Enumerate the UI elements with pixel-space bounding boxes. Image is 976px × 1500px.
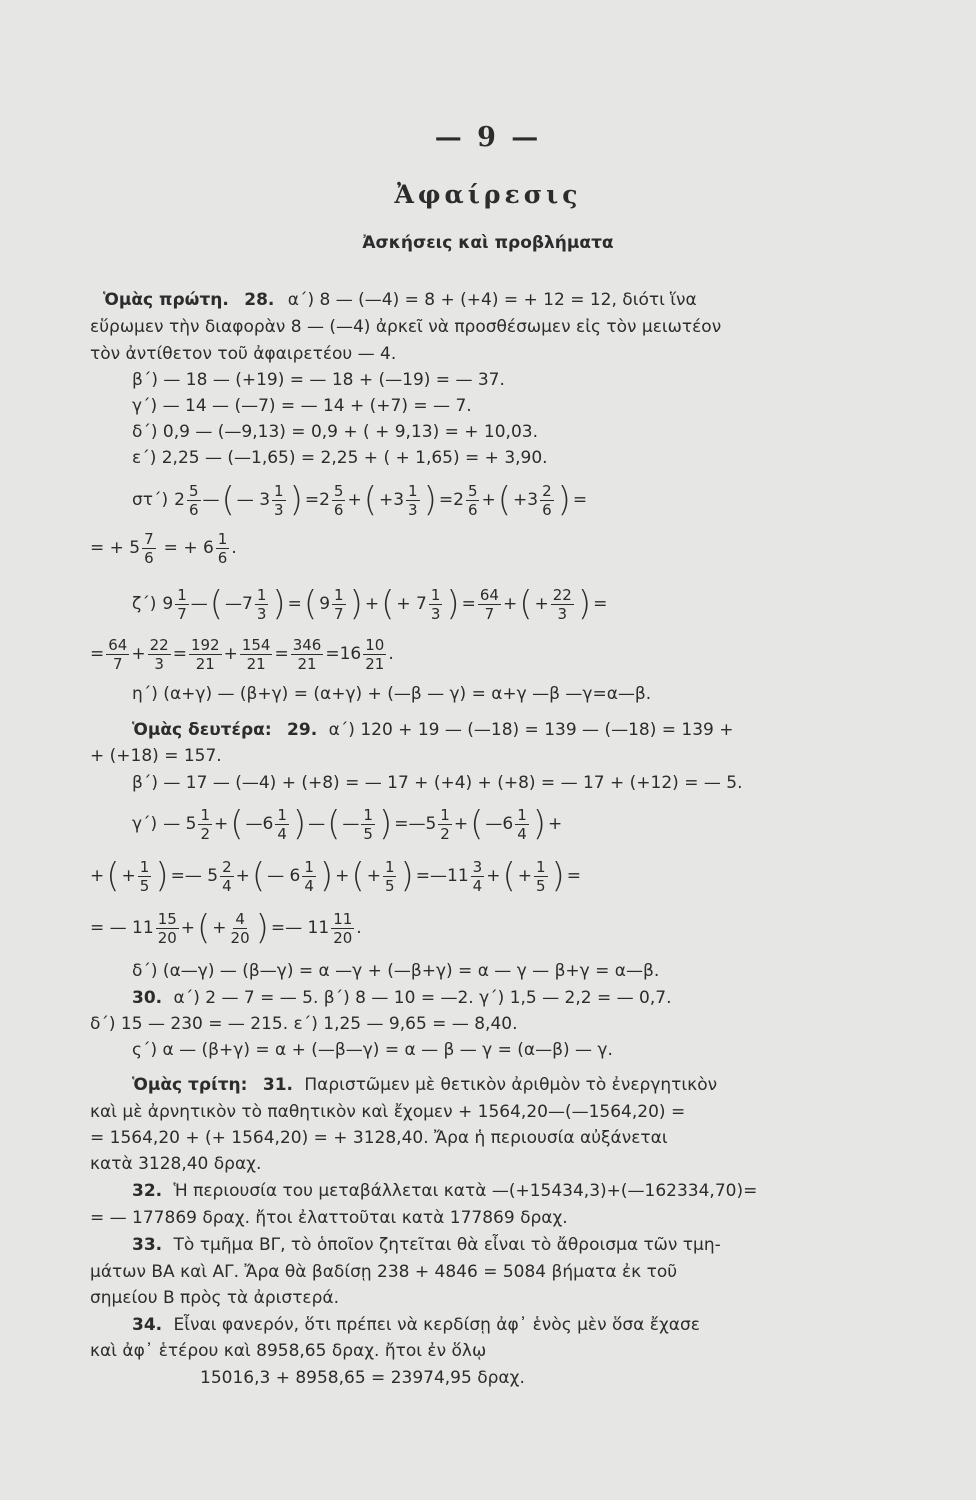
denominator: 3 xyxy=(557,604,568,623)
text-line: 15016,3 + 8958,65 = 23974,95 δραχ. xyxy=(200,1368,525,1388)
whole-number: 9 xyxy=(319,594,331,614)
operator: = xyxy=(287,594,302,614)
text-line: καὶ ἀφ᾽ ἑτέρου καὶ 8958,65 δραχ. ἤτοι ἐν ὅλῳ xyxy=(90,1341,487,1361)
text-line xyxy=(0,289,976,311)
numerator: 1 xyxy=(517,805,527,824)
operator: = xyxy=(172,644,187,664)
numerator: 4 xyxy=(235,909,245,928)
text-line: β΄) — 18 — (+19) = — 18 + (—19) = — 37. xyxy=(132,370,505,390)
denominator: 4 xyxy=(304,876,314,895)
denominator: 20 xyxy=(230,928,250,947)
fraction xyxy=(291,636,324,673)
paren-close: ) xyxy=(378,804,393,844)
math-line xyxy=(0,800,976,848)
denominator: 3 xyxy=(430,604,441,623)
fraction xyxy=(383,858,397,895)
whole-number: +3 xyxy=(513,490,539,510)
fraction xyxy=(142,530,156,567)
section-subtitle: Ἀσκήσεις καὶ προβλήματα xyxy=(362,233,614,253)
text-line: καὶ μὲ ἀρνητικὸν τὸ παθητικὸν καὶ ἔχομεν + 1564,20—(—1564,20) = xyxy=(90,1102,686,1122)
numerator: 1 xyxy=(177,585,187,604)
fraction xyxy=(363,636,386,673)
numerator: 1 xyxy=(408,481,418,500)
item-label: γ΄) xyxy=(132,814,158,834)
text-line: = 1564,20 + (+ 1564,20) = + 3128,40. Ἄρα ἡ περιουσία αὐξάνεται xyxy=(90,1128,668,1148)
fraction xyxy=(148,636,171,673)
fraction xyxy=(240,636,273,673)
numerator: 1 xyxy=(440,805,450,824)
denominator: 7 xyxy=(334,604,344,623)
numerator: 7 xyxy=(144,529,154,548)
denominator: 3 xyxy=(154,654,164,673)
exercise-number: 31. xyxy=(262,1075,293,1095)
operator: — xyxy=(202,490,220,510)
numerator: 3 xyxy=(472,857,483,876)
item-label: ζ΄) xyxy=(132,594,157,614)
text-line: κατὰ 3128,40 δραχ. xyxy=(90,1154,262,1174)
operator: = xyxy=(90,644,105,664)
whole-number: 16 xyxy=(339,644,362,664)
denominator: 7 xyxy=(113,654,123,673)
numerator: 1 xyxy=(256,585,267,604)
denominator: 20 xyxy=(157,928,177,947)
operator: = xyxy=(438,490,454,510)
operator: — xyxy=(308,814,326,834)
paren-close: ) xyxy=(532,804,546,844)
paren-open: ( xyxy=(363,480,377,520)
text-line xyxy=(0,1074,976,1096)
fraction xyxy=(361,806,375,843)
operator: = xyxy=(274,644,289,664)
operator: = xyxy=(304,490,320,510)
numerator: 64 xyxy=(108,635,128,654)
operator: = xyxy=(572,490,588,510)
whole-number: + xyxy=(121,866,136,886)
whole-number: = + 6 xyxy=(163,538,214,558)
numerator: 154 xyxy=(241,635,271,654)
text-line xyxy=(0,1180,976,1202)
math-line: = + 5 $\frac{7}{6}$ = + 6 $\frac{1}{6}$ . xyxy=(90,529,237,567)
whole-number: 9 xyxy=(162,594,174,614)
denominator: 4 xyxy=(277,824,287,843)
operator: = xyxy=(415,866,430,886)
numerator: 1 xyxy=(363,805,373,824)
numerator: 1 xyxy=(535,857,546,876)
text-line xyxy=(0,987,976,1009)
numerator: 22 xyxy=(149,635,169,654)
denominator: 2 xyxy=(200,824,210,843)
denominator: 5 xyxy=(384,876,395,895)
denominator: 4 xyxy=(517,824,527,843)
section-title: Ἀφαίρεσις xyxy=(394,180,582,209)
paren-open: ( xyxy=(221,480,235,520)
whole-number: — 6 xyxy=(267,866,301,886)
operator: = xyxy=(170,866,185,886)
numerator: 5 xyxy=(333,481,344,500)
whole-number: —6 xyxy=(245,814,274,834)
paren-open: ( xyxy=(197,908,211,948)
exercise-number: 28. xyxy=(244,290,275,310)
paren-close: ) xyxy=(155,856,169,896)
text-line: = — 177869 δραχ. ἤτοι ἐλαττοῦται κατὰ 177869 δραχ. xyxy=(90,1208,568,1228)
denominator: 20 xyxy=(333,928,353,947)
numerator: 15 xyxy=(157,909,177,928)
fraction xyxy=(175,586,189,623)
exercise-number: 33. xyxy=(132,1235,163,1255)
numerator: 64 xyxy=(479,585,499,604)
text-line: γ΄) — 14 — (—7) = — 14 + (+7) = — 7. xyxy=(132,396,472,416)
paren-open: ( xyxy=(209,584,224,624)
whole-number: — 11 xyxy=(285,918,330,938)
fraction xyxy=(138,858,152,895)
fraction xyxy=(255,586,269,623)
paren-open: ( xyxy=(502,856,516,896)
whole-number: — 5 xyxy=(184,866,219,886)
denominator: 4 xyxy=(472,876,483,895)
text-line xyxy=(0,1234,976,1256)
text-line xyxy=(0,719,976,741)
fraction xyxy=(466,482,480,519)
paren-close: ) xyxy=(551,856,565,896)
whole-number: + xyxy=(212,918,227,938)
paren-open: ( xyxy=(327,804,341,844)
fraction xyxy=(302,858,316,895)
operator: + xyxy=(453,814,469,834)
whole-number: = + 5 xyxy=(90,538,141,558)
paren-close: ) xyxy=(446,584,460,624)
line-text: Ἡ περιουσία του μεταβάλλεται κατὰ —(+15434,3)+(—162334,70)= xyxy=(173,1181,758,1201)
numerator: 1 xyxy=(384,857,395,876)
numerator: 1 xyxy=(274,481,284,500)
whole-number: 2 xyxy=(453,490,464,510)
text-line: δ΄) (α—γ) — (β—γ) = α —γ + (—β+γ) = α — γ — β+γ = α—β. xyxy=(132,961,660,981)
paren-close: ) xyxy=(557,480,571,520)
text-line: μάτων ΒΑ καὶ ΑΓ. Ἄρα θὰ βαδίσῃ 238 + 4846 = 5084 βήματα ἐκ τοῦ xyxy=(90,1262,678,1282)
paren-close: ) xyxy=(292,804,307,844)
operator: + xyxy=(235,866,250,886)
paren-open: ( xyxy=(381,584,395,624)
paren-close: ) xyxy=(289,480,303,520)
numerator: 346 xyxy=(292,635,322,654)
numerator: 5 xyxy=(467,481,478,500)
whole-number: —5 xyxy=(408,814,437,834)
fraction xyxy=(515,806,529,843)
exercise-number: 30. xyxy=(132,988,163,1008)
denominator: 21 xyxy=(297,654,317,673)
math-line: = $\frac{64}{7}$ + $\frac{22}{3}$ = $\frac{192}{21}$ + $\frac{154}{21}$ = $\frac{346}{21}$ = 16 $\frac{10}{21}$ . xyxy=(90,635,394,673)
denominator: 5 xyxy=(363,824,373,843)
numerator: 11 xyxy=(333,909,353,928)
exercise-number: 34. xyxy=(132,1315,163,1335)
fraction xyxy=(189,636,222,673)
text-line: + (+18) = 157. xyxy=(90,746,222,766)
operator: = xyxy=(593,594,608,614)
numerator: 1 xyxy=(304,857,314,876)
paren-close: ) xyxy=(400,856,414,896)
paren-close: ) xyxy=(577,584,592,624)
whole-number: —11 xyxy=(430,866,469,886)
fraction xyxy=(540,482,554,519)
paren-open: ( xyxy=(251,856,266,896)
paren-open: ( xyxy=(519,584,533,624)
fraction xyxy=(106,636,129,673)
line-text: Εἶναι φανερόν, ὅτι πρέπει νὰ κερδίσῃ ἀφ᾽ ἑνὸς μὲν ὅσα ἔχασε xyxy=(173,1315,700,1335)
numerator: 10 xyxy=(365,635,385,654)
line-text: Παριστῶμεν μὲ θετικὸν ἀριθμὸν τὸ ἐνεργητικὸν xyxy=(304,1075,718,1095)
operator: + xyxy=(481,490,496,510)
text-line: σημείου Β πρὸς τὰ ἀριστερά. xyxy=(90,1288,340,1308)
fraction xyxy=(332,586,346,623)
text-line xyxy=(0,1314,976,1336)
page-number: — 9 — xyxy=(434,122,542,153)
whole-number: —6 xyxy=(485,814,514,834)
fraction xyxy=(331,910,354,947)
numerator: 1 xyxy=(334,585,344,604)
denominator: 4 xyxy=(222,876,232,895)
denominator: 21 xyxy=(246,654,266,673)
fraction xyxy=(275,806,289,843)
paren-close: ) xyxy=(319,856,334,896)
operator: + xyxy=(131,644,146,664)
exercise-number: 29. xyxy=(287,720,318,740)
line-text: α΄) 8 — (—4) = 8 + (+4) = + 12 = 12, διότι ἵνα xyxy=(287,290,697,310)
operator: + xyxy=(364,594,380,614)
fraction xyxy=(534,858,548,895)
operator: + xyxy=(335,866,350,886)
paren-close: ) xyxy=(255,908,269,948)
denominator: 21 xyxy=(195,654,215,673)
text-line: η΄) (α+γ) — (β+γ) = (α+γ) + (—β — γ) = α+γ —β —γ=α—β. xyxy=(132,684,652,704)
whole-number: +3 xyxy=(378,490,405,510)
group-label: Ὁμὰς δευτέρα: xyxy=(132,720,272,740)
fraction xyxy=(332,482,346,519)
fraction xyxy=(220,858,234,895)
text-line: τὸν ἀντίθετον τοῦ ἀφαιρετέου — 4. xyxy=(90,344,397,364)
math-line xyxy=(0,852,976,900)
operator: = xyxy=(394,814,409,834)
denominator: 6 xyxy=(188,500,199,519)
text-line: δ΄) 0,9 — (—9,13) = 0,9 + ( + 9,13) = + 10,03. xyxy=(132,422,538,442)
item-label: στ΄) xyxy=(132,490,169,510)
whole-number: 2 xyxy=(174,490,185,510)
paren-close: ) xyxy=(423,480,437,520)
whole-number: — xyxy=(342,814,360,834)
fraction xyxy=(156,910,179,947)
paren-open: ( xyxy=(351,856,365,896)
operator: — xyxy=(190,594,208,614)
operator: = xyxy=(461,594,476,614)
denominator: 3 xyxy=(256,604,267,623)
paren-open: ( xyxy=(303,584,318,624)
text-line: ς΄) α — (β+γ) = α + (—β—γ) = α — β — γ = (α—β) — γ. xyxy=(132,1040,613,1060)
line-text: α΄) 120 + 19 — (—18) = 139 — (—18) = 139 + xyxy=(328,720,734,740)
numerator: 22 xyxy=(552,585,572,604)
denominator: 21 xyxy=(365,654,385,673)
numerator: 1 xyxy=(430,585,441,604)
denominator: 3 xyxy=(274,500,284,519)
whole-number: + xyxy=(517,866,532,886)
fraction xyxy=(272,482,286,519)
numerator: 1 xyxy=(277,805,287,824)
line-text: Τὸ τμῆμα ΒΓ, τὸ ὁποῖον ζητεῖται θὰ εἶναι τὸ ἄθροισμα τῶν τμη- xyxy=(173,1235,721,1255)
operator: + xyxy=(223,644,238,664)
text-line: β΄) — 17 — (—4) + (+8) = — 17 + (+4) + (+8) = — 17 + (+12) = — 5. xyxy=(132,773,743,793)
denominator: 6 xyxy=(542,500,552,519)
denominator: 6 xyxy=(333,500,344,519)
numerator: 1 xyxy=(200,805,210,824)
fraction xyxy=(471,858,485,895)
line-text: α΄) 2 — 7 = — 5. β΄) 8 — 10 = —2. γ΄) 1,5 — 2,2 = — 0,7. xyxy=(173,988,672,1008)
operator: + xyxy=(180,918,196,938)
fraction xyxy=(438,806,452,843)
numerator: 1 xyxy=(139,857,150,876)
paren-open: ( xyxy=(470,804,484,844)
group-label: Ὁμὰς πρώτη. xyxy=(103,290,229,310)
fraction xyxy=(429,586,443,623)
numerator: 2 xyxy=(222,857,232,876)
paren-open: ( xyxy=(497,480,511,520)
denominator: 6 xyxy=(144,548,154,567)
operator: = xyxy=(566,866,582,886)
math-line xyxy=(0,580,976,628)
math-line: = — 11 $\frac{15}{20}$ + ( + $\frac{4}{20}$ ) = — 11 $\frac{11}{20}$ . xyxy=(90,908,362,948)
denominator: 6 xyxy=(467,500,478,519)
whole-number: + 7 xyxy=(396,594,427,614)
operator: + xyxy=(213,814,229,834)
denominator: 5 xyxy=(535,876,546,895)
fraction xyxy=(478,586,501,623)
operator: + xyxy=(548,814,563,834)
fraction xyxy=(229,910,252,947)
whole-number: + xyxy=(534,594,549,614)
operator: + xyxy=(90,866,105,886)
fraction xyxy=(187,482,201,519)
denominator: 7 xyxy=(177,604,187,623)
paren-open: ( xyxy=(230,804,244,844)
denominator: 2 xyxy=(440,824,450,843)
whole-number: — 3 xyxy=(236,490,271,510)
whole-number: 2 xyxy=(319,490,330,510)
text-line: ε΄) 2,25 — (—1,65) = 2,25 + ( + 1,65) = + 3,90. xyxy=(132,448,548,468)
math-line xyxy=(0,475,976,525)
fraction xyxy=(406,482,420,519)
operator: = xyxy=(270,918,286,938)
whole-number: = — 11 xyxy=(90,918,154,938)
operator: + xyxy=(502,594,518,614)
operator: = xyxy=(325,644,340,664)
whole-number: — 5 xyxy=(163,814,197,834)
numerator: 5 xyxy=(188,481,199,500)
paren-close: ) xyxy=(349,584,363,624)
fraction xyxy=(551,586,574,623)
whole-number: —7 xyxy=(225,594,253,614)
operator: + xyxy=(347,490,362,510)
paren-close: ) xyxy=(272,584,286,624)
operator: + xyxy=(486,866,501,886)
whole-number: + xyxy=(366,866,381,886)
paren-open: ( xyxy=(106,856,120,896)
exercise-number: 32. xyxy=(132,1181,163,1201)
fraction xyxy=(216,530,230,567)
numerator: 1 xyxy=(217,529,228,548)
text-line: δ΄) 15 — 230 = — 215. ε΄) 1,25 — 9,65 = — 8,40. xyxy=(90,1014,518,1034)
numerator: 2 xyxy=(542,481,552,500)
text-line: εὕρωμεν τὴν διαφορὰν 8 — (—4) ἀρκεῖ νὰ προσθέσωμεν εἰς τὸν μειωτέον xyxy=(90,317,722,337)
denominator: 5 xyxy=(139,876,150,895)
denominator: 6 xyxy=(217,548,228,567)
denominator: 7 xyxy=(484,604,495,623)
denominator: 3 xyxy=(408,500,418,519)
group-label: Ὁμὰς τρίτη: xyxy=(132,1075,248,1095)
fraction xyxy=(198,806,212,843)
numerator: 192 xyxy=(190,635,220,654)
